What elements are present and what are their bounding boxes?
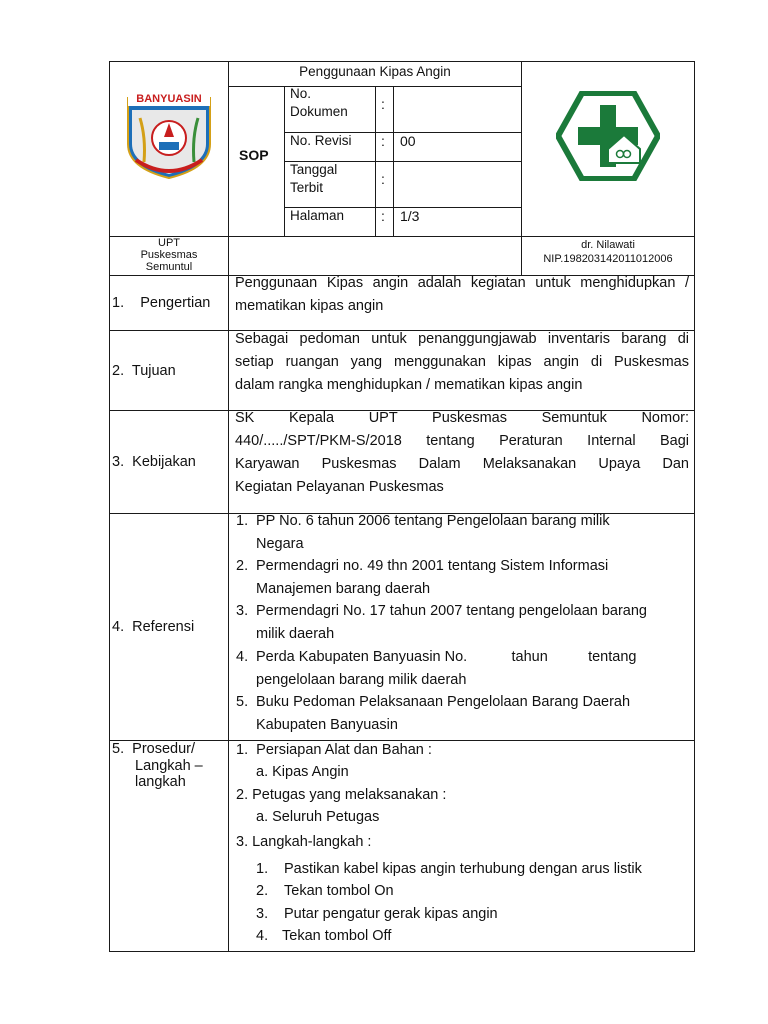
text-line: 440/...../SPT/PKM-S/2018 tentang Peraturan Internal Bagi <box>235 433 689 449</box>
procedure-line: a. Kipas Angin <box>256 764 349 780</box>
list-text: milik daerah <box>256 625 335 642</box>
signer-nip: NIP.198203142011012006 <box>543 253 673 265</box>
list-text: Negara <box>256 535 304 552</box>
field-value-halaman: 1/3 <box>400 208 420 224</box>
sop-label: SOP <box>239 147 269 163</box>
procedure-step <box>256 925 391 948</box>
step-text: Tekan tombol Off <box>282 928 392 944</box>
list-text: Permendagri no. 49 thn 2001 tentang Sistem Informasi <box>256 558 609 574</box>
org-line: Semuntul <box>145 261 193 273</box>
text-line: dalam rangka menghidupkan / mematikan kipas angin <box>235 377 583 393</box>
step-text: Putar pengatur gerak kipas angin <box>284 906 498 922</box>
banyuasin-logo-text: BANYUASIN <box>128 92 210 106</box>
step-text: Pastikan kabel kipas angin terhubung dengan arus listik <box>284 861 642 877</box>
field-label-halaman: Halaman <box>290 208 345 223</box>
step-num: 1. <box>256 861 269 877</box>
banyuasin-logo <box>122 90 216 180</box>
divider <box>228 61 229 952</box>
field-label-no-dokumen <box>290 85 348 121</box>
field-colon: : <box>381 96 385 112</box>
table-border-bottom <box>109 951 695 952</box>
document-title: Penggunaan Kipas Angin <box>299 64 451 79</box>
section-label-kebijakan: 3. Kebijakan <box>112 454 196 470</box>
step-text: Tekan tombol On <box>284 883 394 899</box>
signer-block <box>522 238 694 266</box>
field-label-no-revisi: No. Revisi <box>290 133 352 148</box>
table-border-left <box>109 61 110 952</box>
section-label-pengertian: 1. Pengertian <box>112 295 211 311</box>
field-label-line: Terbit <box>290 180 324 195</box>
text-line: setiap ruangan yang menggunakan kipas angin di Puskesmas <box>235 354 689 370</box>
list-item <box>236 510 610 555</box>
field-label-line: No. <box>290 86 312 101</box>
procedure-line: 2. Petugas yang melaksanakan : <box>236 787 447 803</box>
puskesmas-cross-logo-icon <box>556 91 660 181</box>
section-text-tujuan <box>235 328 689 397</box>
procedure-step <box>256 903 498 926</box>
list-item <box>236 691 630 736</box>
text-line: SK Kepala UPT Puskesmas Semuntuk Nomor: <box>235 410 689 426</box>
procedure-step <box>256 858 642 881</box>
table-border-right <box>694 61 695 952</box>
text-line: Sebagai pedoman untuk penanggungjawab inventaris barang di <box>235 331 689 347</box>
label-line: langkah <box>135 774 186 790</box>
list-num: 3. <box>236 603 249 619</box>
org-line: UPT <box>158 237 180 249</box>
label-line: Langkah – <box>135 757 203 774</box>
section-label-prosedur <box>112 741 203 791</box>
field-label-line: Tanggal <box>290 162 338 177</box>
list-item <box>236 555 608 600</box>
section-text-pengertian <box>235 272 689 318</box>
list-num: 5. <box>236 694 249 710</box>
section-label-referensi: 4. Referensi <box>112 619 195 635</box>
list-text: Manajemen barang daerah <box>256 580 431 597</box>
section-text-kebijakan <box>235 407 689 499</box>
list-text: Permendagri No. 17 tahun 2007 tentang pengelolaan barang <box>256 603 647 619</box>
organization-name <box>110 237 228 273</box>
list-num: 2. <box>236 558 249 574</box>
list-item <box>236 646 636 691</box>
signer-name: dr. Nilawati <box>581 239 635 251</box>
procedure-line: 3. Langkah-langkah : <box>236 834 372 850</box>
section-label-tujuan: 2. Tujuan <box>112 363 176 379</box>
list-text: Buku Pedoman Pelaksanaan Pengelolaan Barang Daerah <box>256 694 631 710</box>
text-line: Kegiatan Pelayanan Puskesmas <box>235 479 444 495</box>
list-text: PP No. 6 tahun 2006 tentang Pengelolaan barang milik <box>256 513 610 529</box>
list-item <box>236 600 647 645</box>
procedure-line: 1. Persiapan Alat dan Bahan : <box>236 742 432 758</box>
step-num: 3. <box>256 906 269 922</box>
field-colon: : <box>381 208 385 224</box>
field-colon: : <box>381 171 385 187</box>
list-num: 1. <box>236 513 249 529</box>
text-line: mematikan kipas angin <box>235 298 384 314</box>
list-text: Kabupaten Banyuasin <box>256 716 398 733</box>
procedure-line: a. Seluruh Petugas <box>256 809 380 825</box>
step-num: 2. <box>256 883 269 899</box>
field-colon: : <box>381 133 385 149</box>
org-line: Puskesmas <box>140 249 198 261</box>
text-line: Karyawan Puskesmas Dalam Melaksanakan Upaya Dan <box>235 456 689 472</box>
step-num: 4. <box>256 928 269 944</box>
field-value-no-revisi: 00 <box>400 133 416 149</box>
field-label-line: Dokumen <box>290 104 348 119</box>
list-text: pengelolaan barang milik daerah <box>256 671 467 688</box>
label-line: 5. Prosedur/ <box>112 741 196 757</box>
list-num: 4. <box>236 649 249 665</box>
list-text: Perda Kabupaten Banyuasin No. tahun tentang <box>256 649 637 665</box>
text-line: Penggunaan Kipas angin adalah kegiatan untuk menghidupkan / <box>235 275 689 291</box>
procedure-step <box>256 880 394 903</box>
field-label-tanggal-terbit <box>290 161 337 197</box>
